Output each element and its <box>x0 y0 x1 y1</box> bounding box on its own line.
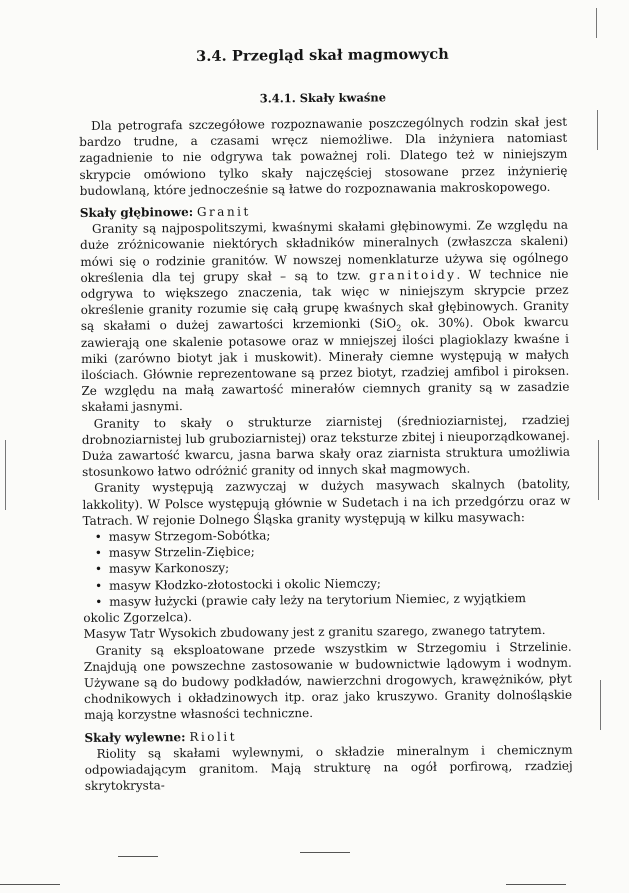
granite-paragraph-4: Masyw Tatr Wysokich zbudowany jest z granitu szarego, zwanego tatrytem. <box>83 623 546 642</box>
text-body <box>79 114 573 795</box>
subscript: 2 <box>396 324 402 334</box>
scan-mark <box>596 8 597 38</box>
text-run: . W technice nie odgrywa to większego znaczenia, tak więc w niniejszym skrypcie przez określenie granity rozumie się całą grupę kwaśnych skał głębinowych. Granity są skałami o dużej zawartości krzemionki (SiO <box>80 266 569 334</box>
granite-paragraph-2: Granity to skały o strukturze ziarnistej (średnioziarnistej, rzadziej drobnoziarnistej lub gruboziarnistej) oraz teksturze zbitej i nieuporządkowanej. Duża zawartość kwarcu, jasna barwa skały oraz ziarnista struktura umożliwia stosunkowo łatwo odróżnić granity od innych skał magmowych. <box>81 412 571 480</box>
rock-name: Granit <box>196 204 251 219</box>
granite-paragraph-1 <box>80 217 570 416</box>
scan-mark <box>600 680 601 730</box>
list-item: • masyw Karkonoszy; <box>94 561 230 577</box>
granite-paragraph-5: Granity są eksploatowane przede wszystkim w Strzegomiu i Strzelinie. Znajdują one powszechne zastosowanie w budownictwie lądowym i wodnym. Używane są do budowy podkładów, nawierzchni drogowych, krawężników, płyt chodnikowych i okładzinowych itp. oraz jako kruszywo. Granity dolnośląskie mają korzystne własności techniczne. <box>83 639 573 723</box>
list-item: • masyw Strzelin-Ziębice; <box>94 544 255 561</box>
section-label: Skały wylewne: <box>84 729 186 745</box>
scan-mark <box>598 440 599 500</box>
scan-edge <box>506 884 566 885</box>
section-label: Skały głębinowe: <box>79 205 194 221</box>
section-heading: 3.4. Przegląd skał magmowych <box>196 45 449 65</box>
scan-mark <box>597 110 598 150</box>
rock-name: Riolit <box>189 729 238 744</box>
text-run: Granity są najpospolitszymi, kwaśnymi skałami głębinowymi. Ze względu na duże zróżnicowanie niektórych składników mineralnych (zwłaszcza skaleni) mówi się o rodzinie granitów. W nowszej nomenklaturze używa się ogólnego określenia dla tej grupy skał – są to tzw. <box>80 217 569 285</box>
granite-paragraph-3: Granity występują zazwyczaj w dużych masywach skalnych (batolity, lakkolity). W Polsce występują głównie w Sudetach i na ich przedgórzu oraz w Tatrach. W rejonie Dolnego Śląska granity występują w kilku masywach: <box>82 477 571 528</box>
rhyolite-paragraph-1: Riolity są skałami wylewnymi, o składzie mineralnym i chemicznym odpowiadającym granitom. Mają strukturę na ogół porfirową, rzadziej skrytokrysta- <box>84 742 573 794</box>
list-item: • masyw Kłodzko-złotostocki i okolic Niemczy; <box>95 576 381 593</box>
list-continuation: okolic Zgorzelca). <box>83 610 192 626</box>
scan-edge <box>118 856 158 857</box>
intro-paragraph: Dla petrografa szczegółowe rozpoznawanie poszczególnych rodzin skał jest bardzo trudne, a czasami wręcz niemożliwe. Dla inżyniera natomiast zagadnienie to nie odgrywa tak poważnej roli. Dlatego też w niniejszym skrypcie omówiono tylko skały najczęściej stosowane przez inżynierię budowlaną, które jednocześnie są łatwe do rozpoznawania makroskopowego. <box>79 114 568 198</box>
scan-mark <box>5 440 6 510</box>
subsection-heading: 3.4.1. Skały kwaśne <box>259 90 387 106</box>
scan-edge <box>0 884 60 885</box>
list-item: • masyw łużycki (prawie cały leży na terytorium Niemiec, z wyjątkiem <box>95 591 526 609</box>
term-granitoidy: granitoidy <box>368 267 457 283</box>
scan-edge <box>300 852 350 853</box>
massif-list <box>83 525 572 610</box>
text-run: ok. 30%). Obok kwarcu zawierają one skalenie potasowe oraz w mniejszej ilości plagioklazy kwaśne i miki (zarówno biotyt jak i muskowit). Minerały ciemne występują w małych ilościach. Głównie reprezentowane są przez biotyt, rzadziej amfibol i piroksen. Ze względu na małą zawartość minerałów ciemnych granity są w zasadzie skałami jasnymi. <box>80 315 570 415</box>
list-item: • masyw Strzegom-Sobótka; <box>94 528 271 544</box>
